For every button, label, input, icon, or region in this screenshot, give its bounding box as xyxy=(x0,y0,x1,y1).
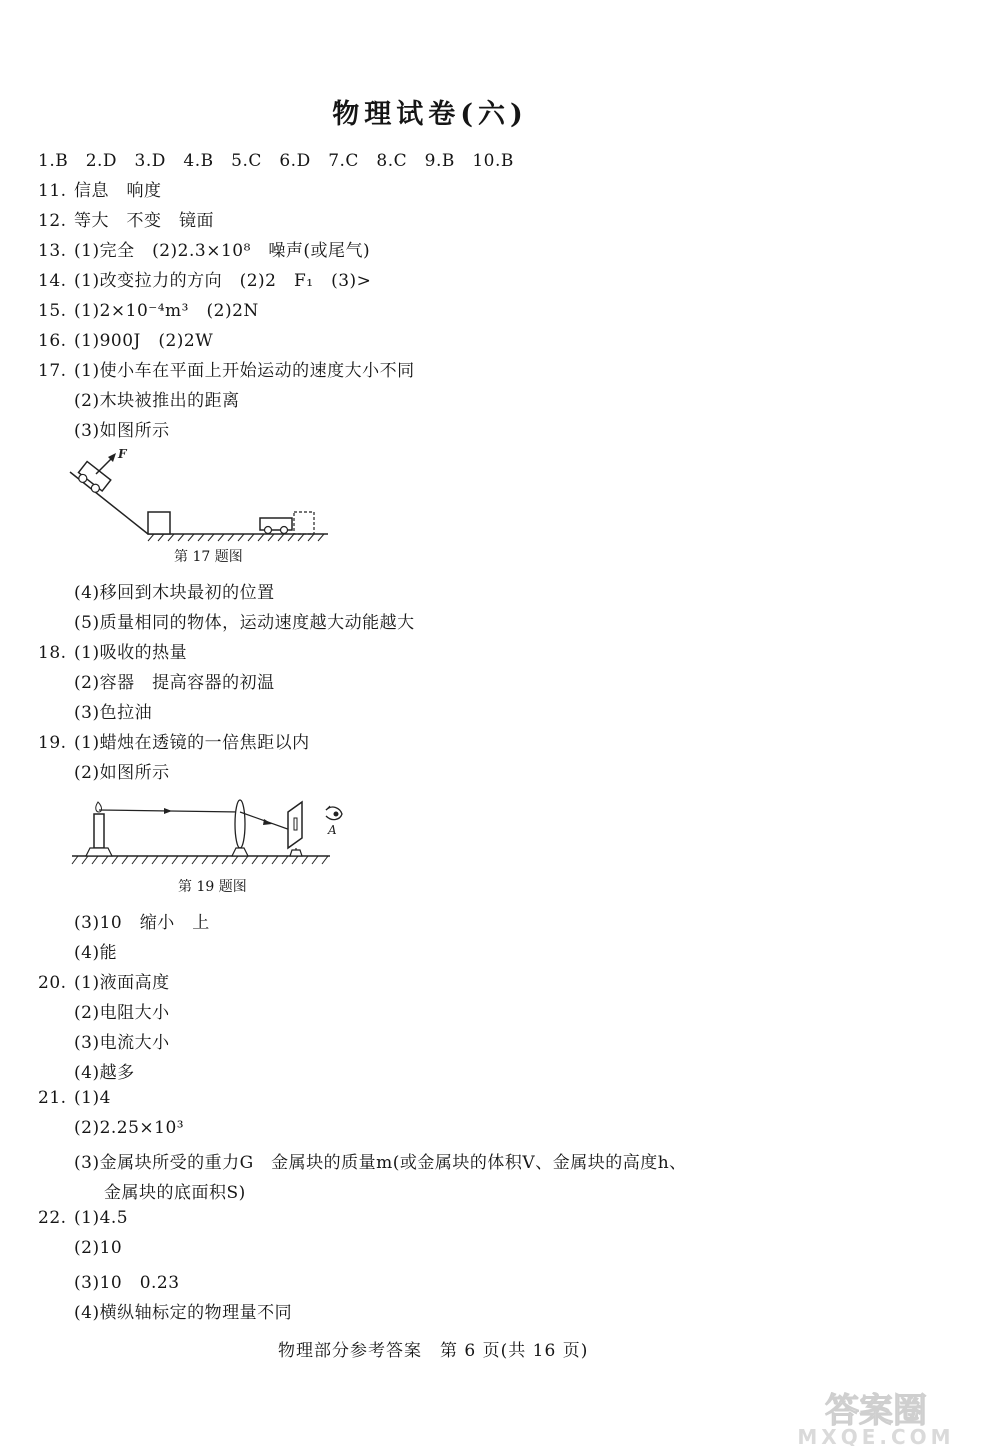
eye-label: A xyxy=(328,823,337,837)
answer-line-18-1: 18. (1)吸收的热量 xyxy=(38,643,188,663)
figure-19-caption: 第 19 题图 xyxy=(178,879,247,895)
answer-line-1-10: 1.B 2.D 3.D 4.B 5.C 6.D 7.C 8.C 9.B 10.B xyxy=(38,151,514,171)
answer-line-19-2: (2)如图所示 xyxy=(74,763,170,783)
answer-line-17-5: (5)质量相同的物体，运动速度越大动能越大 xyxy=(74,613,415,633)
answer-line-18-3: (3)色拉油 xyxy=(74,703,153,723)
watermark-url: MXQE.COM xyxy=(797,1425,955,1446)
answer-line-15: 15. (1)2×10⁻⁴m³ (2)2N xyxy=(38,301,259,321)
page-title: 物理试卷(六) xyxy=(332,99,528,130)
answer-line-19-4: (4)能 xyxy=(74,943,118,963)
answer-line-21-2: (2)2.25×10³ xyxy=(74,1118,185,1138)
answer-line-19-1: 19. (1)蜡烛在透镜的一倍焦距以内 xyxy=(38,733,310,753)
answer-line-20-3: (3)电流大小 xyxy=(74,1033,170,1053)
force-label: F xyxy=(118,447,127,461)
answer-line-11: 11. 信息 响度 xyxy=(38,181,162,201)
figure-17-caption: 第 17 题图 xyxy=(174,549,243,565)
answer-line-17-1: 17. (1)使小车在平面上开始运动的速度大小不同 xyxy=(38,361,415,381)
watermark-logo xyxy=(760,1392,992,1446)
answer-line-20-1: 20. (1)液面高度 xyxy=(38,973,170,993)
figure-17-diagram xyxy=(64,444,344,546)
answer-line-22-2: (2)10 xyxy=(74,1238,123,1258)
answer-line-14: 14. (1)改变拉力的方向 (2)2 F₁ (3)> xyxy=(38,271,372,291)
answer-line-17-4: (4)移回到木块最初的位置 xyxy=(74,583,275,603)
answer-line-22-3: (3)10 0.23 xyxy=(74,1273,180,1293)
answer-line-22-4: (4)横纵轴标定的物理量不同 xyxy=(74,1303,293,1323)
answer-line-16: 16. (1)900J (2)2W xyxy=(38,331,214,351)
answer-line-17-3: (3)如图所示 xyxy=(74,421,170,441)
answer-line-19-3: (3)10 缩小 上 xyxy=(74,913,210,933)
answer-line-20-2: (2)电阻大小 xyxy=(74,1003,170,1023)
figure-19-diagram xyxy=(68,790,360,874)
answer-line-22-1: 22. (1)4.5 xyxy=(38,1208,129,1228)
answer-line-21-1: 21. (1)4 xyxy=(38,1088,111,1108)
answer-line-18-2: (2)容器 提高容器的初温 xyxy=(74,673,275,693)
page-footer: 物理部分参考答案 第 6 页(共 16 页) xyxy=(278,1341,589,1361)
answer-line-21-3: (3)金属块所受的重力G 金属块的质量m(或金属块的体积V、金属块的高度h、 xyxy=(74,1153,687,1173)
answer-line-20-4: (4)越多 xyxy=(74,1063,135,1083)
watermark-text: 答案圈 xyxy=(825,1392,927,1431)
answer-line-17-2: (2)木块被推出的距离 xyxy=(74,391,240,411)
answer-line-12: 12. 等大 不变 镜面 xyxy=(38,211,214,231)
answer-line-21-3-cont: 金属块的底面积S) xyxy=(104,1183,246,1203)
answer-line-13: 13. (1)完全 (2)2.3×10⁸ 噪声(或尾气) xyxy=(38,241,371,261)
